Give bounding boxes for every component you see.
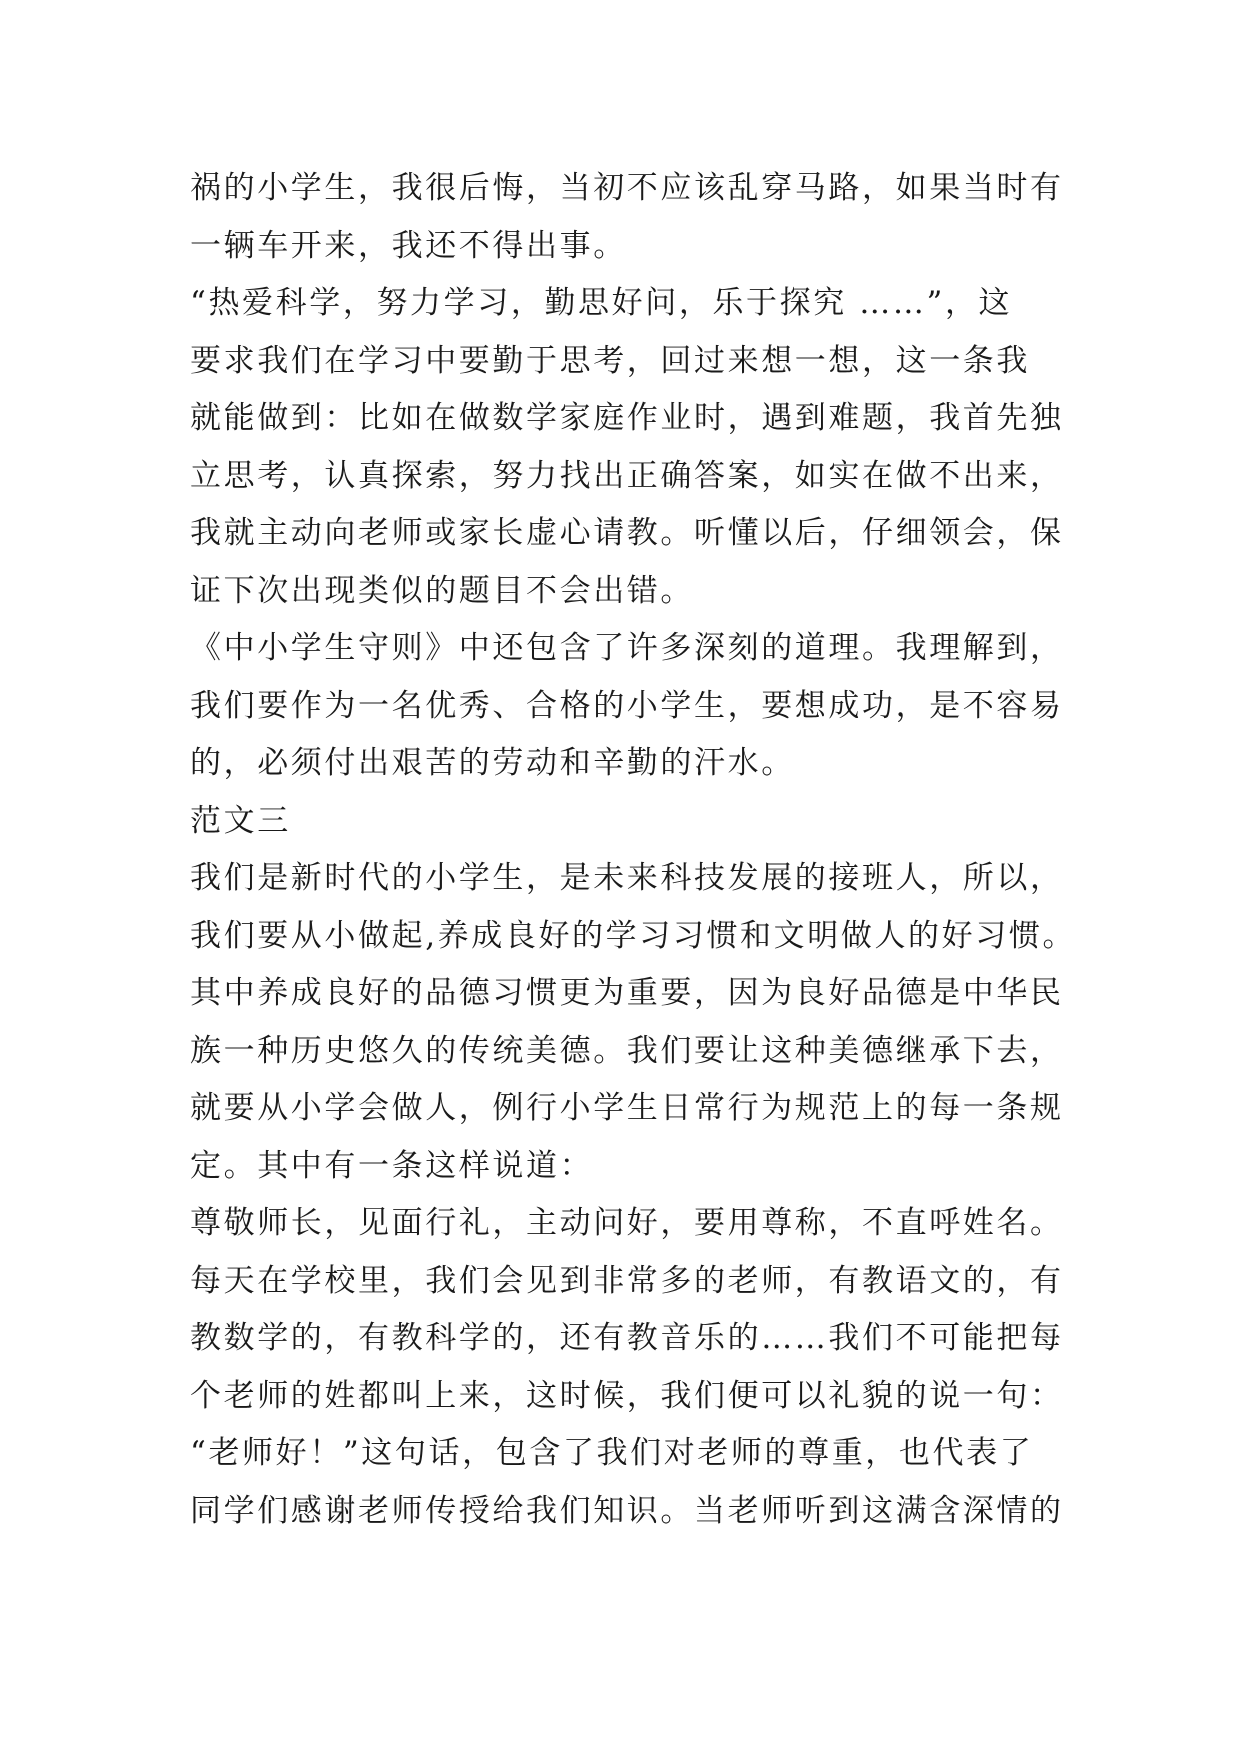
text-line: 其中养成良好的品德习惯更为重要，因为良好品德是中华民 [190,975,1064,1011]
text-line: 一辆车开来，我还不得出事。 [190,227,627,264]
text-line: 我们是新时代的小学生，是未来科技发展的接班人，所以， [190,860,1064,896]
text-line: 我们要从小做起,养成良好的学习习惯和文明做人的好习惯。 [190,917,1077,954]
text-line: 尊敬师长，见面行礼，主动问好，要用尊称，不直呼姓名。 [190,1205,1064,1241]
text-line: 要求我们在学习中要勤于思考，回过来想一想，这一条我 [190,342,1030,379]
text-line: 就能做到：比如在做数学家庭作业时，遇到难题，我首先独 [190,400,1064,436]
text-line: 个老师的姓都叫上来，这时候，我们便可以礼貌的说一句： [190,1377,1064,1414]
text-line: 祸的小学生，我很后悔，当初不应该乱穿马路，如果当时有 [190,170,1064,206]
text-line: 我们要作为一名优秀、合格的小学生，要想成功，是不容易 [190,687,1064,724]
text-line: 立思考，认真探索，努力找出正确答案，如实在做不出来， [190,457,1064,494]
text-line: 《中小学生守则》中还包含了许多深刻的道理。我理解到， [190,630,1064,666]
text-line: 每天在学校里，我们会见到非常多的老师，有教语文的，有 [190,1262,1064,1299]
text-line: 定。其中有一条这样说道： [190,1147,594,1184]
text-line: 我就主动向老师或家长虚心请教。听懂以后，仔细领会，保 [190,515,1064,551]
text-line: “老师好！”这句话，包含了我们对老师的尊重，也代表了 [190,1435,1034,1471]
document-body [190,160,1077,1540]
text-line: 同学们感谢老师传授给我们知识。当老师听到这满含深情的 [190,1492,1064,1529]
section-heading: 范文三 [190,802,291,839]
text-line: 族一种历史悠久的传统美德。我们要让这种美德继承下去， [190,1032,1064,1069]
text-line: 教数学的，有教科学的，还有教音乐的……我们不可能把每 [190,1320,1064,1356]
text-line: 的，必须付出艰苦的劳动和辛勤的汗水。 [190,745,795,781]
text-line: 就要从小学会做人，例行小学生日常行为规范上的每一条规 [190,1090,1064,1126]
text-line: “热爱科学，努力学习，勤思好问，乐于探究 ……”，这 [190,285,1013,321]
text-line: 证下次出现类似的题目不会出错。 [190,572,694,609]
